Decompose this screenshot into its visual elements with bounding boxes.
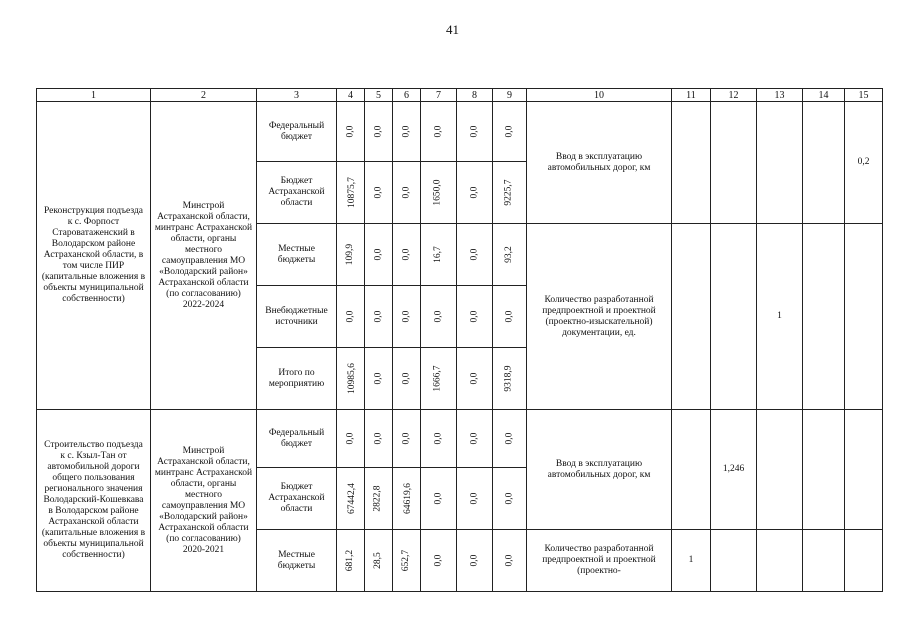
indicator-cell (672, 102, 711, 224)
value-col6: 0,0 (401, 248, 411, 261)
indicator-cell (672, 224, 711, 410)
col-header-9: 9 (493, 89, 527, 102)
indicator-cell (757, 530, 803, 592)
indicator-cell (803, 102, 845, 224)
value-cell (493, 410, 527, 468)
value-col4: 0,0 (345, 432, 355, 445)
value-col8: 0,0 (469, 554, 479, 567)
value-col7: 0,0 (433, 432, 443, 445)
value-cell (337, 102, 365, 162)
funding-source: Местные бюджеты (257, 224, 337, 286)
value-cell (337, 162, 365, 224)
event-name-1: Реконструкция подъезда к с. Форпост Староватаженский в Володарском районе Астраханской области, в том числе ПИР (капитальные вложения в объекты муниципальной собственности) (37, 102, 151, 410)
value-col8: 0,0 (469, 492, 479, 505)
value-cell (493, 102, 527, 162)
col-header-13: 13 (757, 89, 803, 102)
col-header-1: 1 (37, 89, 151, 102)
value-cell (457, 102, 493, 162)
col-header-10: 10 (527, 89, 672, 102)
value-col6: 652,7 (401, 549, 411, 572)
value-col9: 0,0 (504, 554, 514, 567)
col-header-4: 4 (337, 89, 365, 102)
indicator-value-2a: 1,246 (711, 410, 757, 530)
value-col8: 0,0 (469, 125, 479, 138)
value-cell (365, 102, 393, 162)
indicator-cell (711, 102, 757, 224)
value-cell (493, 224, 527, 286)
executor-2: Минстрой Астраханской области, минтранс Астраханской области, органы местного самоуправления МО «Володарский район» Астраханской области (по согласованию) 2020-2021 (151, 410, 257, 592)
value-col4: 0,0 (345, 310, 355, 323)
value-cell (393, 162, 421, 224)
value-col7: 0,0 (433, 492, 443, 505)
indicator-value-2b: 1 (672, 530, 711, 592)
value-col7: 0,0 (433, 554, 443, 567)
value-cell (365, 410, 393, 468)
value-cell (337, 286, 365, 348)
value-cell (365, 224, 393, 286)
value-col4: 0,0 (345, 125, 355, 138)
value-cell (457, 468, 493, 530)
value-col4: 67442,4 (346, 483, 357, 514)
value-cell (337, 348, 365, 410)
value-cell (421, 530, 457, 592)
value-cell (457, 162, 493, 224)
indicator-cell (757, 102, 803, 224)
value-col5: 0,0 (373, 310, 383, 323)
value-cell (493, 468, 527, 530)
budget-table (36, 88, 883, 592)
value-col9: 0,0 (504, 125, 514, 138)
value-cell (421, 162, 457, 224)
value-cell (421, 348, 457, 410)
value-col6: 0,0 (401, 310, 411, 323)
indicator-cell (845, 530, 883, 592)
value-col4: 10985,6 (346, 363, 357, 394)
value-cell (365, 468, 393, 530)
indicator-value-1b: 1 (757, 224, 803, 410)
funding-source: Бюджет Астраханской области (257, 468, 337, 530)
value-col6: 0,0 (401, 372, 411, 385)
value-col5: 2822,8 (373, 485, 383, 512)
value-col7: 1650,0 (433, 179, 443, 206)
value-cell (393, 410, 421, 468)
value-col5: 0,0 (373, 186, 383, 199)
value-cell (337, 224, 365, 286)
value-col5: 0,0 (373, 372, 383, 385)
value-col4: 109,9 (345, 243, 355, 266)
col-header-3: 3 (257, 89, 337, 102)
value-col6: 0,0 (401, 125, 411, 138)
value-cell (493, 348, 527, 410)
value-cell (365, 348, 393, 410)
funding-source: Внебюджетные источники (257, 286, 337, 348)
value-cell (337, 530, 365, 592)
indicator-2b: Количество разработанной предпроектной и проектной (проектно- (527, 530, 672, 592)
value-col9: 9225,7 (504, 179, 514, 206)
value-cell (493, 530, 527, 592)
table-row (37, 102, 883, 162)
value-cell (457, 410, 493, 468)
value-col7: 0,0 (433, 125, 443, 138)
value-col8: 0,0 (469, 248, 479, 261)
value-cell (393, 530, 421, 592)
value-col5: 28,5 (373, 552, 383, 569)
value-cell (493, 162, 527, 224)
value-col6: 64619,6 (402, 483, 413, 514)
value-cell (337, 410, 365, 468)
value-cell (457, 348, 493, 410)
col-header-7: 7 (421, 89, 457, 102)
value-cell (457, 286, 493, 348)
value-col7: 0,0 (433, 310, 443, 323)
indicator-cell (803, 530, 845, 592)
value-col9: 9318,9 (504, 365, 514, 392)
col-header-2: 2 (151, 89, 257, 102)
value-col5: 0,0 (373, 432, 383, 445)
value-col7: 16,7 (433, 246, 443, 263)
indicator-cell (845, 224, 883, 410)
col-header-8: 8 (457, 89, 493, 102)
indicator-cell (672, 410, 711, 530)
event-name-2: Строительство подъезда к с. Кзыл-Тан от автомобильной дороги общего пользования регионального значения Володарский-Кошевкава в Володарском районе Астраханской области (капитальные вложения в объекты муниципальной собственности) (37, 410, 151, 592)
indicator-cell (803, 224, 845, 410)
funding-source: Федеральный бюджет (257, 410, 337, 468)
value-cell (421, 286, 457, 348)
value-cell (457, 224, 493, 286)
value-cell (365, 286, 393, 348)
value-cell (393, 286, 421, 348)
value-col5: 0,0 (373, 248, 383, 261)
col-header-14: 14 (803, 89, 845, 102)
value-cell (457, 530, 493, 592)
value-col9: 93,2 (504, 246, 514, 263)
value-col4: 681,2 (345, 549, 355, 572)
page-number: 41 (446, 22, 459, 37)
indicator-cell (845, 410, 883, 530)
funding-source: Итого по мероприятию (257, 348, 337, 410)
value-cell (421, 410, 457, 468)
indicator-cell (757, 410, 803, 530)
table-row (37, 410, 883, 468)
value-cell (393, 348, 421, 410)
value-cell (421, 468, 457, 530)
value-col8: 0,0 (469, 432, 479, 445)
value-cell (365, 530, 393, 592)
value-col4: 10875,7 (346, 177, 357, 208)
header-row (37, 89, 883, 102)
indicator-1b: Количество разработанной предпроектной и проектной (проектно-изыскательной) документации, ед. (527, 224, 672, 410)
value-cell (393, 468, 421, 530)
value-cell (421, 102, 457, 162)
indicator-cell (711, 530, 757, 592)
indicator-value-1a: 0,2 (845, 102, 883, 224)
value-col7: 1666,7 (433, 365, 443, 392)
value-cell (421, 224, 457, 286)
value-cell (337, 468, 365, 530)
value-col8: 0,0 (469, 186, 479, 199)
indicator-cell (711, 224, 757, 410)
col-header-5: 5 (365, 89, 393, 102)
value-cell (393, 224, 421, 286)
col-header-12: 12 (711, 89, 757, 102)
value-col8: 0,0 (469, 310, 479, 323)
value-col5: 0,0 (373, 125, 383, 138)
col-header-6: 6 (393, 89, 421, 102)
value-cell (393, 102, 421, 162)
indicator-cell (803, 410, 845, 530)
executor-1: Минстрой Астраханской области, минтранс Астраханской области, органы местного самоуправления МО «Володарский район» Астраханской области (по согласованию) 2022-2024 (151, 102, 257, 410)
value-col9: 0,0 (504, 432, 514, 445)
value-cell (365, 162, 393, 224)
funding-source: Федеральный бюджет (257, 102, 337, 162)
value-cell (493, 286, 527, 348)
funding-source: Местные бюджеты (257, 530, 337, 592)
col-header-11: 11 (672, 89, 711, 102)
indicator-2a: Ввод в эксплуатацию автомобильных дорог, км (527, 410, 672, 530)
value-col9: 0,0 (504, 492, 514, 505)
value-col9: 0,0 (504, 310, 514, 323)
value-col6: 0,0 (401, 432, 411, 445)
funding-source: Бюджет Астраханской области (257, 162, 337, 224)
value-col8: 0,0 (469, 372, 479, 385)
value-col6: 0,0 (401, 186, 411, 199)
col-header-15: 15 (845, 89, 883, 102)
indicator-1a: Ввод в эксплуатацию автомобильных дорог, км (527, 102, 672, 224)
